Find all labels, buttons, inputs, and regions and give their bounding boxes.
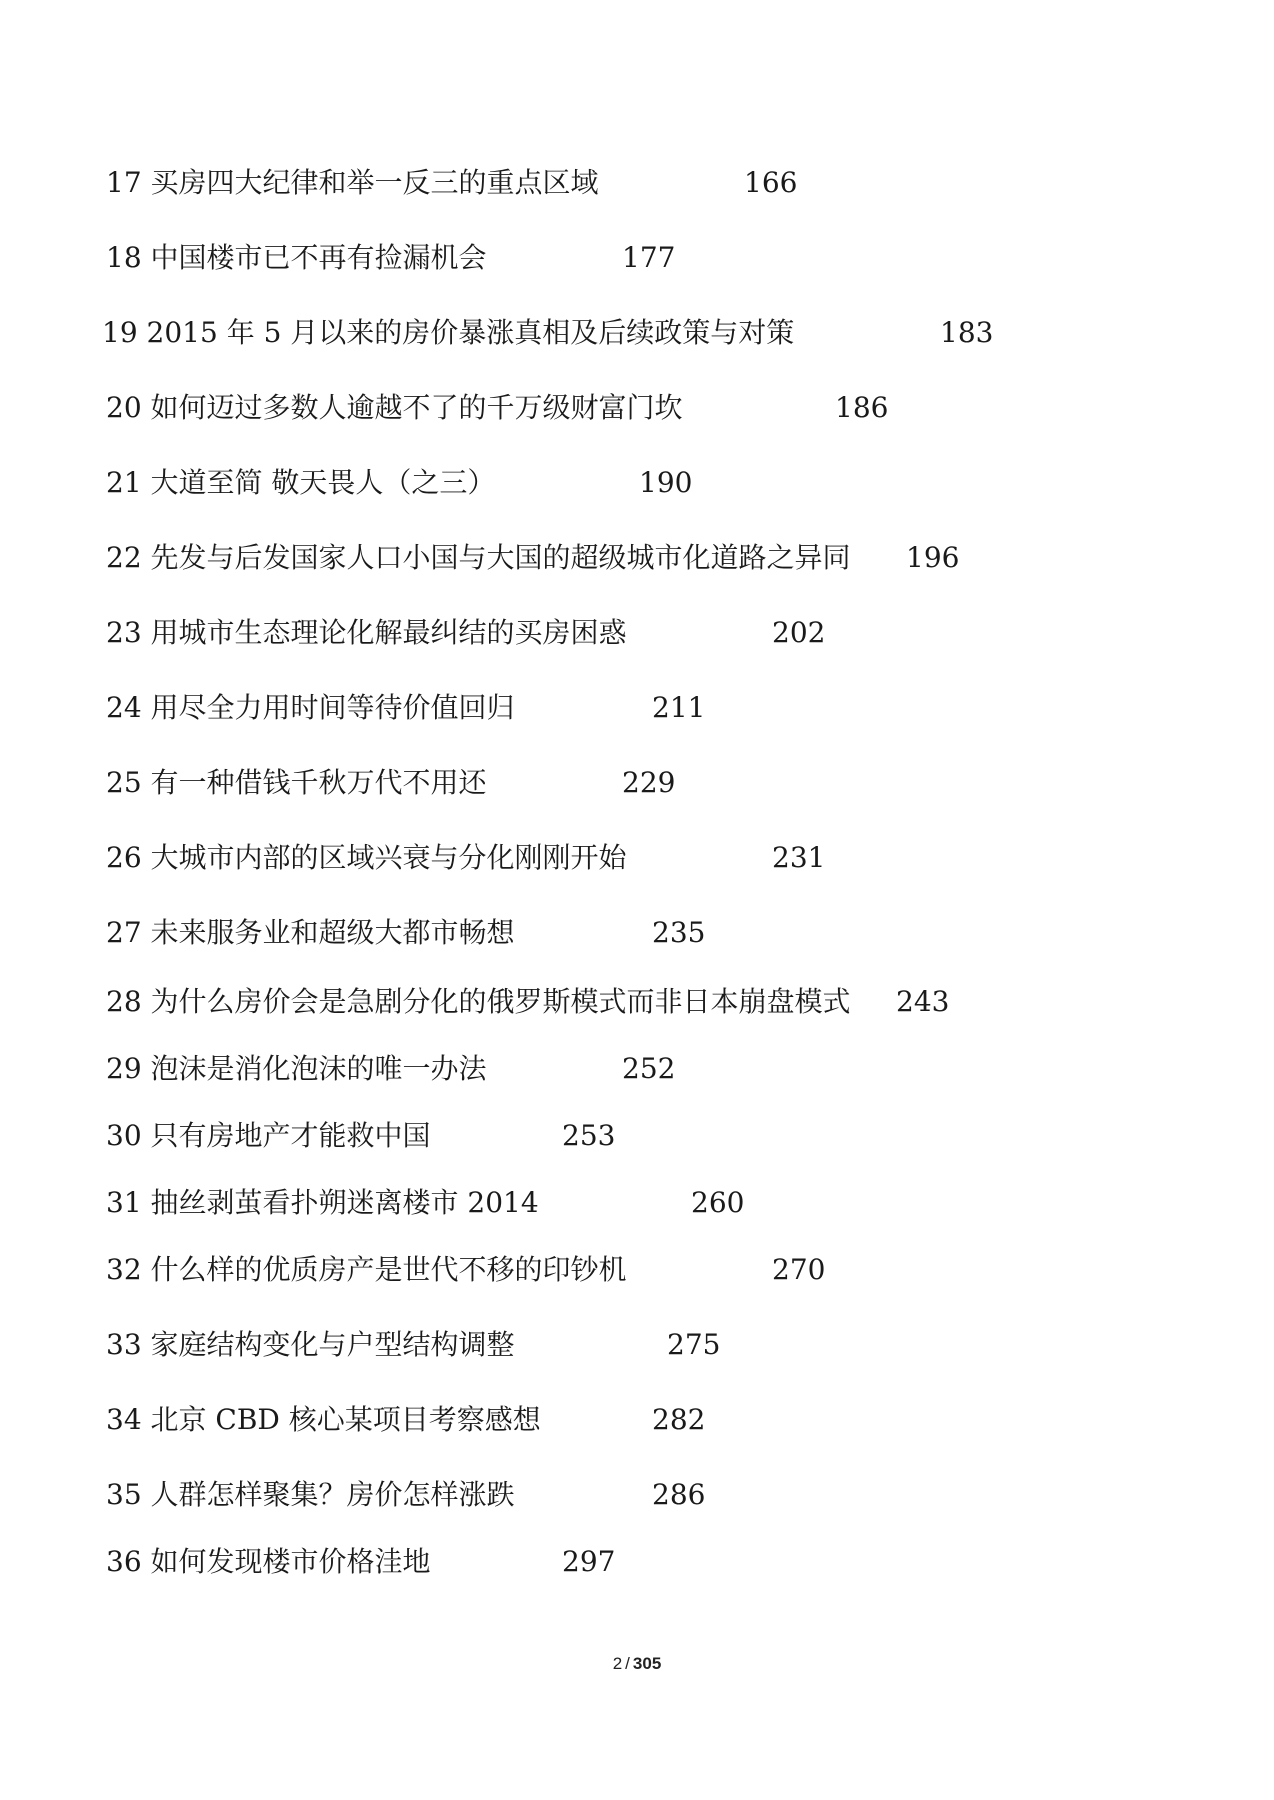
- toc-entry-title: 30 只有房地产才能救中国: [106, 1119, 431, 1152]
- toc-entry-page: 190: [639, 466, 693, 499]
- total-page-count: 305: [632, 1654, 662, 1673]
- toc-entry-page: 282: [652, 1403, 706, 1436]
- toc-entry-page: 229: [622, 766, 676, 799]
- toc-entry-page: 235: [652, 916, 706, 949]
- toc-entry-page: 211: [652, 691, 706, 724]
- toc-entry-page: 243: [896, 985, 950, 1018]
- toc-entry-title: 23 用城市生态理论化解最纠结的买房困惑: [106, 616, 627, 649]
- toc-entry-title: 32 什么样的优质房产是世代不移的印钞机: [106, 1253, 627, 1286]
- toc-entry-page: 186: [835, 391, 889, 424]
- toc-entry-title: 25 有一种借钱千秋万代不用还: [106, 766, 487, 799]
- toc-entry-page: 166: [744, 166, 798, 199]
- toc-entry-title: 28 为什么房价会是急剧分化的俄罗斯模式而非日本崩盘模式: [106, 985, 851, 1018]
- page-separator: /: [625, 1654, 630, 1673]
- toc-entry-page: 270: [772, 1253, 826, 1286]
- toc-entry-title: 33 家庭结构变化与户型结构调整: [106, 1328, 515, 1361]
- toc-entry-page: 183: [940, 316, 994, 349]
- toc-entry-page: 231: [772, 841, 826, 874]
- toc-entry-title: 24 用尽全力用时间等待价值回归: [106, 691, 515, 724]
- toc-entry-page: 260: [691, 1186, 745, 1219]
- toc-entry-title: 18 中国楼市已不再有捡漏机会: [106, 241, 487, 274]
- toc-entry-page: 275: [667, 1328, 721, 1361]
- toc-entry-title: 34 北京 CBD 核心某项目考察感想: [106, 1403, 541, 1436]
- toc-entry-page: 297: [562, 1545, 616, 1578]
- toc-entry-title: 27 未来服务业和超级大都市畅想: [106, 916, 515, 949]
- toc-entry-title: 20 如何迈过多数人逾越不了的千万级财富门坎: [106, 391, 683, 424]
- toc-entry-title: 21 大道至简 敬天畏人（之三）: [106, 466, 496, 499]
- toc-entry-title: 35 人群怎样聚集？房价怎样涨跌: [106, 1478, 515, 1511]
- page-number-footer: [0, 1654, 1274, 1674]
- toc-entry-page: 177: [622, 241, 676, 274]
- toc-entry-title: 31 抽丝剥茧看扑朔迷离楼市 2014: [106, 1186, 539, 1219]
- toc-entry-page: 202: [772, 616, 826, 649]
- toc-entry-page: 252: [622, 1052, 676, 1085]
- current-page-number: 2: [612, 1654, 623, 1673]
- toc-entry-page: 253: [562, 1119, 616, 1152]
- toc-entry-title: 19 2015 年 5 月以来的房价暴涨真相及后续政策与对策: [102, 316, 795, 349]
- toc-entry-title: 29 泡沫是消化泡沫的唯一办法: [106, 1052, 487, 1085]
- toc-entry-page: 196: [906, 541, 960, 574]
- toc-entry-title: 17 买房四大纪律和举一反三的重点区域: [106, 166, 599, 199]
- toc-entry-title: 36 如何发现楼市价格洼地: [106, 1545, 431, 1578]
- toc-entry-title: 22 先发与后发国家人口小国与大国的超级城市化道路之异同: [106, 541, 851, 574]
- toc-entry-page: 286: [652, 1478, 706, 1511]
- toc-entry-title: 26 大城市内部的区域兴衰与分化刚刚开始: [106, 841, 627, 874]
